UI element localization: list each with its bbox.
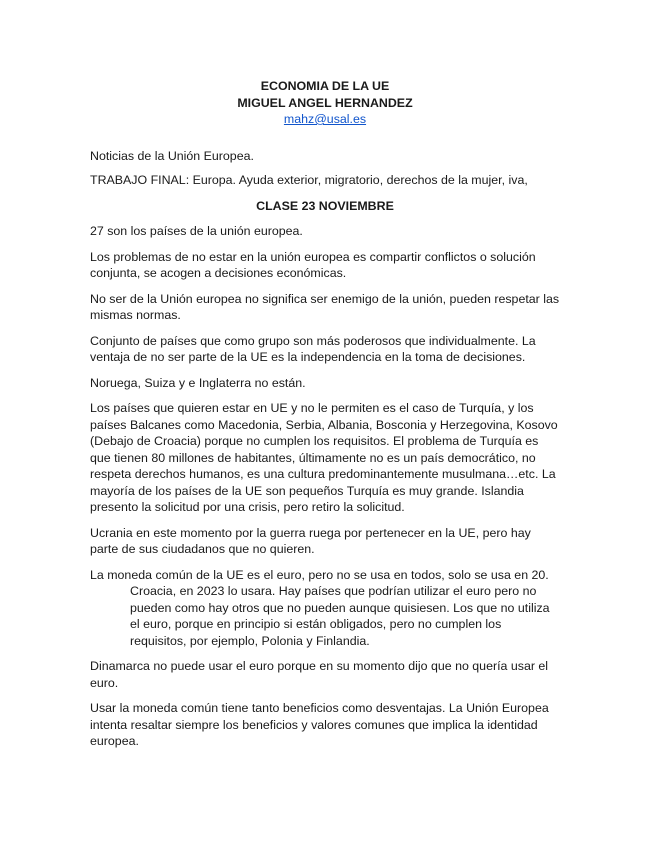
paragraph: Los problemas de no estar en la unión europea es compartir conflictos o solución conjunta, se acogen a decisiones económicas.	[90, 249, 536, 280]
intro-final-work: TRABAJO FINAL: Europa. Ayuda exterior, migratorio, derechos de la mujer, iva,	[90, 173, 528, 187]
email-link[interactable]: mahz@usal.es	[283, 112, 367, 126]
paragraph: 27 son los países de la unión europea.	[90, 224, 303, 238]
paragraph: Los países que quieren estar en UE y no le permiten es el caso de Turquía, y los países Balcanes como Macedonia, Serbia, Albania, Bosconia y Herzegovina, Kosovo (Debajo de Croacia) porque no cumplen los requisitos. El problema de Turquía es que tienen 80 millones de habitantes, últimamente no es un país democrático, no respeta derechos humanos, es una cultura predominantemente musulmana…etc. La mayoría de los países de la UE son pequeños Turquía es muy grande. Islandia presento la solicitud por una crisis, pero retiro la solicitud.	[90, 401, 558, 514]
paragraph-euro: La moneda común de la UE es el euro, pero no se usa en todos, solo se usa en 20. Croacia, en 2023 lo usara. Hay países que podrían utilizar el euro pero no pueden como hay otros que no pueden aunque quisiesen. Los que no utiliza el euro, porque en principio si están obligados, pero no cumplen los requisitos, por ejemplo, Polonia y Finlandia.	[90, 567, 550, 648]
document-title: ECONOMIA DE LA UE	[260, 79, 390, 93]
paragraph: Dinamarca no puede usar el euro porque en su momento dijo que no quería usar el euro.	[90, 659, 549, 690]
document-header	[90, 78, 560, 128]
paragraph: Conjunto de países que como grupo son más poderosos que individualmente. La ventaja de no ser parte de la UE es la independencia en la toma de decisiones.	[90, 333, 536, 364]
paragraph: No ser de la Unión europea no significa ser enemigo de la unión, pueden respetar las mismas normas.	[90, 291, 560, 322]
paragraph: Ucrania en este momento por la guerra ruega por pertenecer en la UE, pero hay parte de sus ciudadanos que no quieren.	[90, 525, 531, 556]
section-title: CLASE 23 NOVIEMBRE	[256, 198, 394, 213]
document-page	[90, 78, 560, 759]
paragraph: Usar la moneda común tiene tanto beneficios como desventajas. La Unión Europea intenta resaltar siempre los beneficios y valores comunes que implica la identidad europea.	[90, 701, 549, 748]
intro-news: Noticias de la Unión Europea.	[90, 148, 254, 163]
author-name: MIGUEL ANGEL HERNANDEZ	[237, 95, 413, 110]
paragraph: Noruega, Suiza y e Inglaterra no están.	[90, 375, 306, 390]
